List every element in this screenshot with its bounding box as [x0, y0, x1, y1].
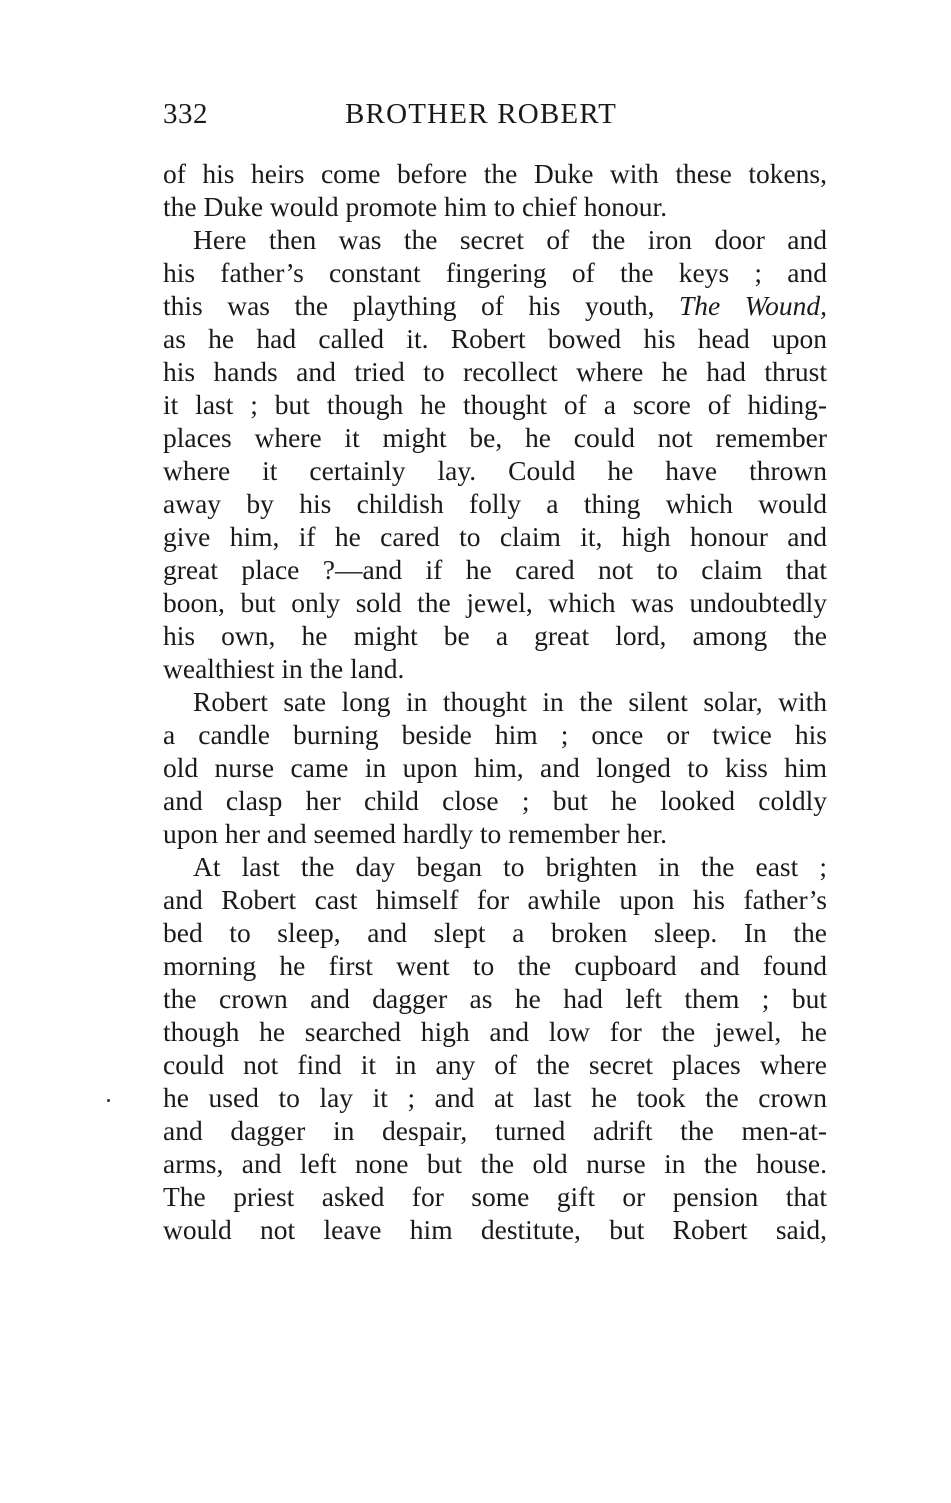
- text-line: away by his childish folly a thing which would: [163, 488, 827, 519]
- text-line: the Duke would promote him to chief honour.: [163, 191, 668, 222]
- text-line: Robert sate long in thought in the silent solar, with: [193, 686, 827, 717]
- text-line: could not find it in any of the secret places where: [163, 1049, 827, 1080]
- page-number: 332: [163, 98, 208, 130]
- text-line: [163, 289, 827, 322]
- text-line: old nurse came in upon him, and longed to kiss him: [163, 752, 827, 783]
- text-line: it last ; but though he thought of a score of hiding-: [163, 389, 827, 420]
- text-line: though he searched high and low for the jewel, he: [163, 1016, 827, 1047]
- text-line: a candle burning beside him ; once or twice his: [163, 719, 827, 750]
- text-line: as he had called it. Robert bowed his head upon: [163, 323, 827, 354]
- text-line: his own, he might be a great lord, among the: [163, 620, 827, 651]
- text-line: and clasp her child close ; but he looked coldly: [163, 785, 827, 816]
- text-line: Here then was the secret of the iron door and: [193, 224, 827, 255]
- text-line: places where it might be, he could not remember: [163, 422, 827, 453]
- text-line: morning he first went to the cupboard and found: [163, 950, 827, 981]
- text-line: The priest asked for some gift or pension that: [163, 1181, 827, 1212]
- text-line: his hands and tried to recollect where he had thrust: [163, 356, 827, 387]
- text-line-part: this was the plaything of his youth,: [163, 290, 655, 321]
- text-line: where it certainly lay. Could he have thrown: [163, 455, 827, 486]
- text-line: bed to sleep, and slept a broken sleep. In the: [163, 917, 827, 948]
- text-line: great place ?—and if he cared not to claim that: [163, 554, 827, 585]
- text-line: would not leave him destitute, but Robert said,: [163, 1214, 827, 1245]
- margin-speck: [107, 1099, 110, 1102]
- running-head: BROTHER ROBERT: [345, 98, 618, 130]
- text-line: At last the day began to brighten in the east ;: [193, 851, 827, 882]
- text-line: he used to lay it ; and at last he took the crown: [163, 1082, 827, 1113]
- text-line: the crown and dagger as he had left them ; but: [163, 983, 827, 1014]
- text-line: his father’s constant fingering of the keys ; and: [163, 257, 827, 288]
- text-line: upon her and seemed hardly to remember her.: [163, 818, 667, 849]
- italic-title: The Wound,: [678, 290, 827, 321]
- text-line: arms, and left none but the old nurse in the house.: [163, 1148, 827, 1179]
- text-line: and Robert cast himself for awhile upon his father’s: [163, 884, 827, 915]
- text-line: of his heirs come before the Duke with these tokens,: [163, 158, 827, 189]
- text-line: wealthiest in the land.: [163, 653, 405, 684]
- text-line: and dagger in despair, turned adrift the men-at-: [163, 1115, 827, 1146]
- text-line: give him, if he cared to claim it, high honour and: [163, 521, 827, 552]
- text-line: boon, but only sold the jewel, which was undoubtedly: [163, 587, 827, 618]
